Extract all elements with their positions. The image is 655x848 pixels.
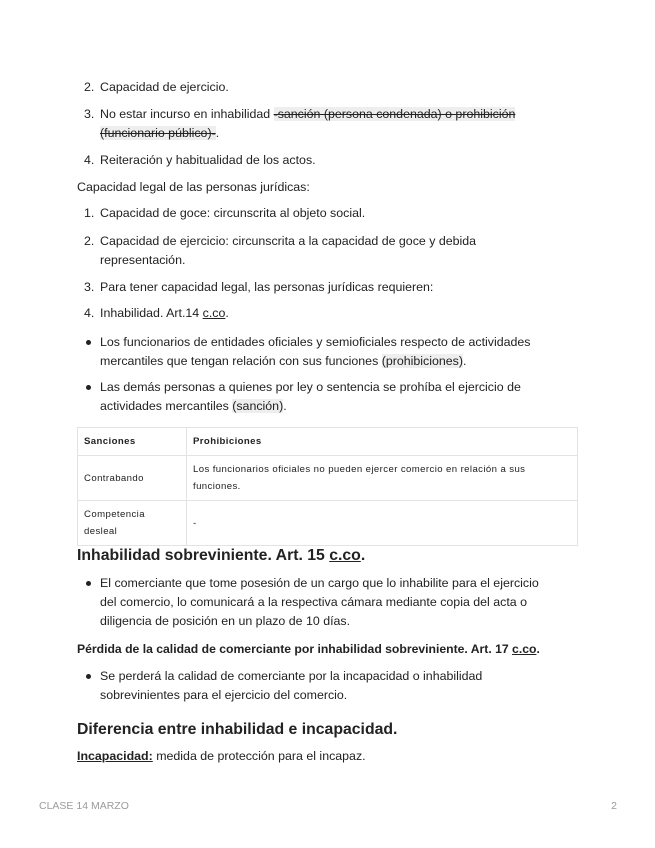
table-header-cell: Sanciones — [78, 428, 187, 456]
cco-link[interactable]: c.co — [329, 547, 361, 564]
list-text-part: . — [225, 306, 229, 320]
list-number: 3. — [84, 280, 95, 294]
page-number: 2 — [611, 800, 617, 812]
list-item — [84, 304, 554, 323]
list-item — [84, 204, 554, 223]
highlight-text: (prohibiciones) — [381, 354, 463, 368]
subsection-heading — [77, 640, 540, 658]
list-number: 3. — [84, 107, 95, 121]
bullet-text-part: Los funcionarios de entidades oficiales y semioficiales respecto de actividades mercantiles que tengan relación con sus funciones — [100, 335, 531, 368]
bullet-dot-icon — [86, 340, 91, 345]
bullet-text — [100, 333, 556, 371]
list-text: Capacidad de ejercicio. — [100, 80, 229, 94]
cco-link[interactable]: c.co — [512, 642, 537, 656]
bullet-item — [86, 574, 556, 631]
bullet-text-part: . — [283, 399, 287, 413]
list-item — [84, 105, 554, 143]
section-heading — [77, 545, 365, 567]
list-item — [84, 151, 554, 170]
bullet-text — [100, 378, 556, 416]
definition-term: Incapacidad: — [77, 749, 153, 763]
section-heading: Diferencia entre inhabilidad e incapacidad. — [77, 721, 398, 738]
table-cell: - — [187, 501, 578, 546]
list-text-part: Inhabilidad. Art.14 — [100, 306, 203, 320]
list-text — [100, 304, 554, 323]
bullet-dot-icon — [86, 674, 91, 679]
bullet-item — [86, 378, 556, 416]
table-header-cell: Prohibiciones — [187, 428, 578, 456]
highlight-text: (sanción) — [232, 399, 284, 413]
table-header-row — [78, 428, 578, 456]
table-row — [78, 456, 578, 501]
list-text: Capacidad de ejercicio: circunscrita a la capacidad de goce y debida representación. — [100, 234, 477, 267]
list-text — [100, 105, 554, 143]
list-number: 2. — [84, 80, 95, 94]
intro-paragraph: Capacidad legal de las personas jurídicas: — [77, 180, 310, 194]
table-cell: Contrabando — [78, 456, 187, 501]
definition-paragraph — [77, 747, 366, 766]
bullet-text: Se perderá la calidad de comerciante por la incapacidad o inhabilidad sobrevinientes para el ejercicio del comercio. — [100, 669, 483, 702]
heading-text: . — [536, 642, 540, 656]
cco-link[interactable]: c.co — [202, 306, 226, 320]
table-cell: Los funcionarios oficiales no pueden ejercer comercio en relación a sus funciones. — [187, 456, 578, 501]
footer-title: CLASE 14 MARZO — [39, 800, 129, 812]
list-text: Para tener capacidad legal, las personas jurídicas requieren: — [100, 280, 434, 294]
bullet-dot-icon — [86, 581, 91, 586]
list-item — [84, 78, 554, 97]
bullet-text-part: . — [462, 354, 467, 368]
struck-text: -sanción (persona condenada) o prohibición (funcionario público)- — [100, 107, 516, 140]
bullet-text: El comerciante que tome posesión de un cargo que lo inhabilite para el ejercicio del comercio, lo comunicará a la respectiva cámara mediante copia del acta o diligencia de posición en un plazo de 10 días. — [100, 576, 539, 628]
list-number: 2. — [84, 234, 95, 248]
sanciones-table — [77, 427, 578, 546]
list-number: 4. — [84, 153, 95, 167]
bullet-text-part: Las demás personas a quienes por ley o sentencia se prohíba el ejercicio de actividades mercantiles — [100, 380, 521, 413]
list-text-part: . — [215, 126, 220, 140]
list-item — [84, 278, 554, 297]
table-cell: Competencia desleal — [78, 501, 187, 546]
bullet-item — [86, 667, 556, 705]
bullet-item — [86, 333, 556, 371]
heading-text: Inhabilidad sobreviniente. Art. 15 — [77, 547, 330, 564]
table-row — [78, 501, 578, 546]
list-item — [84, 232, 554, 270]
bullet-dot-icon — [86, 385, 91, 390]
heading-text: Pérdida de la calidad de comerciante por inhabilidad sobreviniente. Art. 17 — [77, 642, 513, 656]
list-number: 1. — [84, 206, 95, 220]
list-text-part: No estar incurso en inhabilidad — [100, 107, 274, 121]
heading-text: . — [360, 547, 366, 564]
list-number: 4. — [84, 306, 95, 320]
list-text: Reiteración y habitualidad de los actos. — [100, 153, 316, 167]
definition-text: medida de protección para el incapaz. — [152, 749, 366, 763]
list-text: Capacidad de goce: circunscrita al objeto social. — [100, 206, 366, 220]
